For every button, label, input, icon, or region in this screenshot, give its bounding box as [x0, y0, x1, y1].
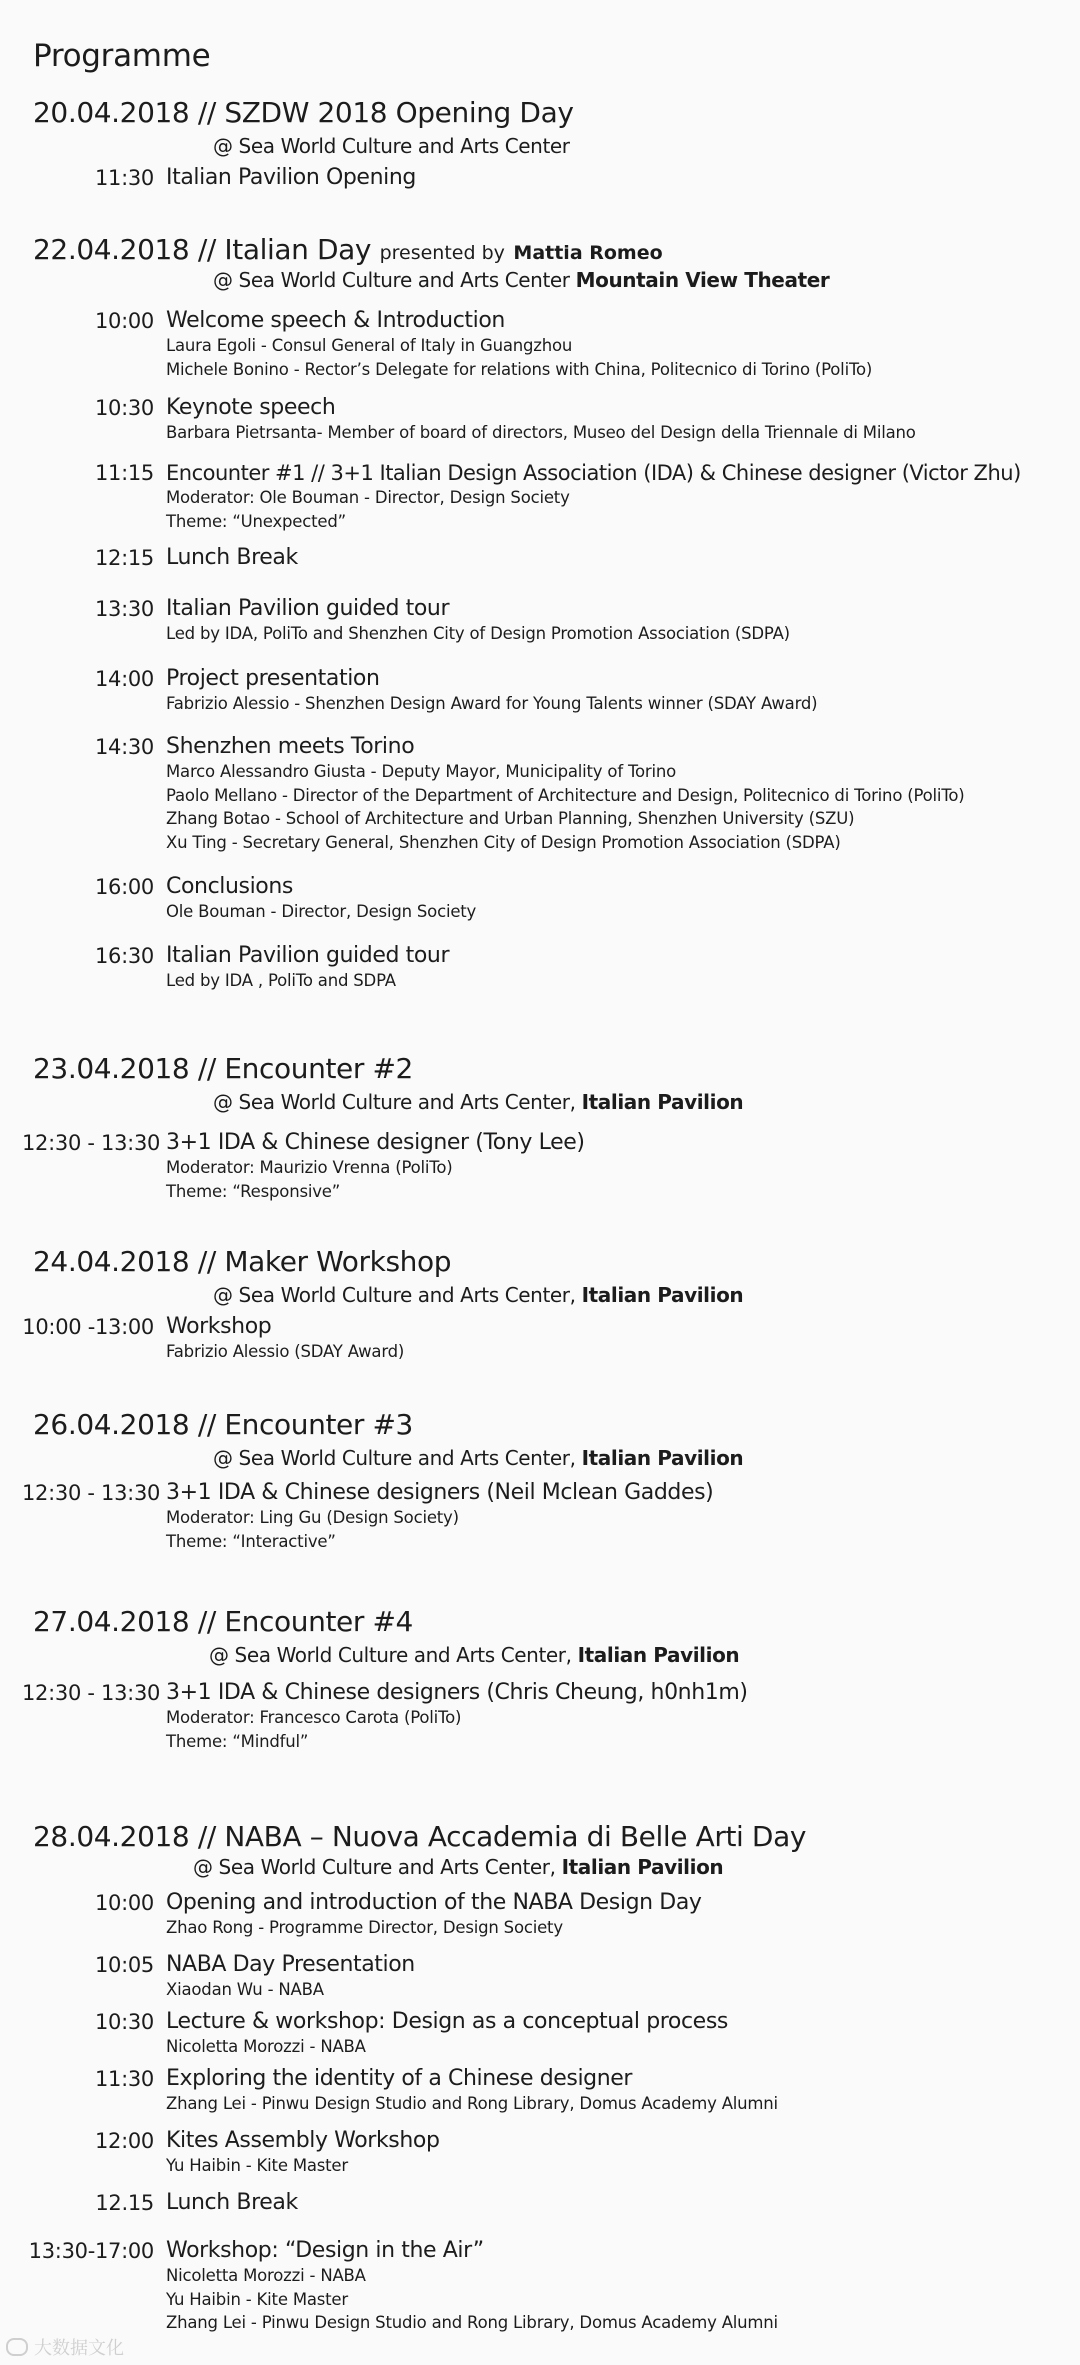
event — [166, 2066, 778, 2116]
event-title: NABA Day Presentation — [166, 1952, 415, 1977]
event — [166, 1890, 702, 1940]
day-venue: @ Sea World Culture and Arts Center, Italian Pavilion — [213, 1090, 744, 1114]
event — [166, 545, 298, 571]
event — [166, 1680, 748, 1753]
event — [166, 1314, 404, 1364]
event — [166, 460, 1021, 533]
event-time: 12:30 - 13:30 — [22, 1681, 161, 1705]
event-time: 10:30 — [94, 2010, 154, 2034]
event-detail: Xiaodan Wu - NABA — [166, 1980, 324, 1999]
event-detail: Yu Haibin - Kite Master — [166, 2289, 348, 2309]
day-venue: @ Sea World Culture and Arts Center, Italian Pavilion — [209, 1643, 740, 1667]
event-detail: Nicoletta Morozzi - NABA — [166, 2266, 366, 2285]
day-heading: 23.04.2018 // Encounter #2 — [33, 1052, 413, 1085]
event-title: Italian Pavilion guided tour — [166, 943, 450, 968]
event-title: Keynote speech — [166, 395, 336, 420]
event — [166, 1480, 713, 1553]
event-time: 13:30-17:00 — [28, 2239, 154, 2263]
event-detail: Ole Bouman - Director, Design Society — [166, 902, 477, 921]
watermark: 大数据文化 — [6, 2334, 124, 2360]
day-venue: @ Sea World Culture and Arts Center — [213, 134, 570, 158]
event-time: 12:15 — [94, 546, 154, 570]
event — [166, 874, 476, 924]
event-detail: Moderator: Ole Bouman - Director, Design Society — [166, 488, 570, 507]
event — [166, 943, 449, 993]
event-detail: Zhao Rong - Programme Director, Design Society — [166, 1918, 563, 1937]
event — [166, 1130, 585, 1203]
day-venue: @ Sea World Culture and Arts Center, Italian Pavilion — [213, 1283, 744, 1307]
event — [166, 2128, 440, 2178]
event-detail: Paolo Mellano - Director of the Department of Architecture and Design, Politecnico di Torino (PoliTo) — [166, 785, 965, 805]
event-title: Exploring the identity of a Chinese designer — [166, 2066, 633, 2091]
event-detail: Yu Haibin - Kite Master — [166, 2156, 348, 2175]
event-title: Project presentation — [166, 666, 380, 691]
event — [166, 2238, 778, 2335]
event-time: 13:30 — [94, 597, 154, 621]
event-time: 12.15 — [95, 2191, 154, 2215]
day-heading: 24.04.2018 // Maker Workshop — [33, 1245, 452, 1278]
event — [166, 165, 416, 191]
event-detail: Led by IDA , PoliTo and SDPA — [166, 971, 396, 990]
event — [166, 2190, 298, 2216]
event-detail: Nicoletta Morozzi - NABA — [166, 2037, 366, 2056]
event — [166, 734, 965, 854]
event-title: Italian Pavilion Opening — [166, 165, 416, 190]
event-time: 14:30 — [94, 735, 154, 759]
event-time: 11:15 — [94, 461, 154, 485]
event-title: Shenzhen meets Torino — [166, 734, 415, 759]
event-time: 12:00 — [94, 2129, 154, 2153]
event-title: Workshop — [166, 1314, 272, 1339]
event-detail: Theme: “Responsive” — [166, 1181, 341, 1201]
event-detail: Zhang Lei - Pinwu Design Studio and Rong Library, Domus Academy Alumni — [166, 2313, 778, 2332]
event-detail: Zhang Botao - School of Architecture and Urban Planning, Shenzhen University (SZU) — [166, 809, 855, 828]
watermark-icon — [6, 2338, 28, 2356]
event-title: Workshop: “Design in the Air” — [166, 2238, 484, 2263]
event-time: 16:30 — [94, 944, 154, 968]
event-title: Kites Assembly Workshop — [166, 2128, 440, 2153]
event-detail: Michele Bonino - Rector’s Delegate for relations with China, Politecnico di Torino (PoliTo) — [166, 359, 873, 379]
event-time: 10:00 — [94, 309, 154, 333]
event-detail: Moderator: Maurizio Vrenna (PoliTo) — [166, 1158, 453, 1177]
event-title: Lunch Break — [166, 2190, 298, 2215]
event-time: 12:30 - 13:30 — [22, 1481, 161, 1505]
event-detail: Theme: “Mindful” — [166, 1731, 309, 1751]
event-detail: Marco Alessandro Giusta - Deputy Mayor, Municipality of Torino — [166, 762, 677, 781]
event-detail: Barbara Pietrsanta- Member of board of directors, Museo del Design della Triennale di Milano — [166, 423, 916, 442]
event-detail: Laura Egoli - Consul General of Italy in Guangzhou — [166, 336, 573, 355]
event-time: 10:05 — [94, 1953, 154, 1977]
event-time: 11:30 — [94, 166, 154, 190]
event-title: Lecture & workshop: Design as a conceptual process — [166, 2009, 728, 2034]
day-heading: 28.04.2018 // NABA – Nuova Accademia di Belle Arti Day — [33, 1820, 807, 1853]
event-title: Conclusions — [166, 874, 293, 899]
event — [166, 596, 790, 646]
event-time: 10:00 — [94, 1891, 154, 1915]
event-detail: Led by IDA, PoliTo and Shenzhen City of Design Promotion Association (SDPA) — [166, 624, 790, 643]
event-time: 10:30 — [94, 396, 154, 420]
event-title: Welcome speech & Introduction — [166, 308, 505, 333]
event — [166, 666, 817, 716]
event-time: 10:00 -13:00 — [22, 1315, 154, 1339]
event-title: 3+1 IDA & Chinese designers (Chris Cheung, h0nh1m) — [166, 1680, 748, 1705]
day-heading: 26.04.2018 // Encounter #3 — [33, 1408, 413, 1441]
event — [166, 395, 916, 445]
event-title: 3+1 IDA & Chinese designer (Tony Lee) — [166, 1130, 585, 1155]
event-time: 16:00 — [94, 875, 154, 899]
event — [166, 308, 872, 381]
day-heading: 22.04.2018 // Italian Day presented by Mattia Romeo — [33, 233, 663, 266]
event-detail: Fabrizio Alessio (SDAY Award) — [166, 1342, 405, 1361]
event-time: 14:00 — [94, 667, 154, 691]
event-time: 11:30 — [94, 2067, 154, 2091]
day-heading: 27.04.2018 // Encounter #4 — [33, 1605, 413, 1638]
event-title: Opening and introduction of the NABA Design Day — [166, 1890, 702, 1915]
event — [166, 1952, 415, 2002]
event-title: Lunch Break — [166, 545, 298, 570]
day-venue: @ Sea World Culture and Arts Center, Italian Pavilion — [193, 1855, 724, 1879]
event-detail: Fabrizio Alessio - Shenzhen Design Award for Young Talents winner (SDAY Award) — [166, 694, 818, 713]
event-time: 12:30 - 13:30 — [22, 1131, 161, 1155]
day-venue: @ Sea World Culture and Arts Center, Italian Pavilion — [213, 1446, 744, 1470]
event-title: 3+1 IDA & Chinese designers (Neil Mclean Gaddes) — [166, 1480, 714, 1505]
event-title: Encounter #1 // 3+1 Italian Design Association (IDA) & Chinese designer (Victor Zhu) — [166, 461, 1021, 485]
page-title: Programme — [33, 38, 211, 74]
event-detail: Zhang Lei - Pinwu Design Studio and Rong Library, Domus Academy Alumni — [166, 2094, 778, 2113]
event-detail: Theme: “Unexpected” — [166, 511, 346, 531]
event-detail: Theme: “Interactive” — [166, 1531, 336, 1551]
event-detail: Xu Ting - Secretary General, Shenzhen City of Design Promotion Association (SDPA) — [166, 832, 841, 852]
day-heading: 20.04.2018 // SZDW 2018 Opening Day — [33, 96, 574, 129]
event-title: Italian Pavilion guided tour — [166, 596, 450, 621]
event-detail: Moderator: Ling Gu (Design Society) — [166, 1508, 459, 1527]
day-venue: @ Sea World Culture and Arts Center Mountain View Theater — [213, 268, 830, 292]
event-detail: Moderator: Francesco Carota (PoliTo) — [166, 1708, 462, 1727]
event — [166, 2009, 728, 2059]
